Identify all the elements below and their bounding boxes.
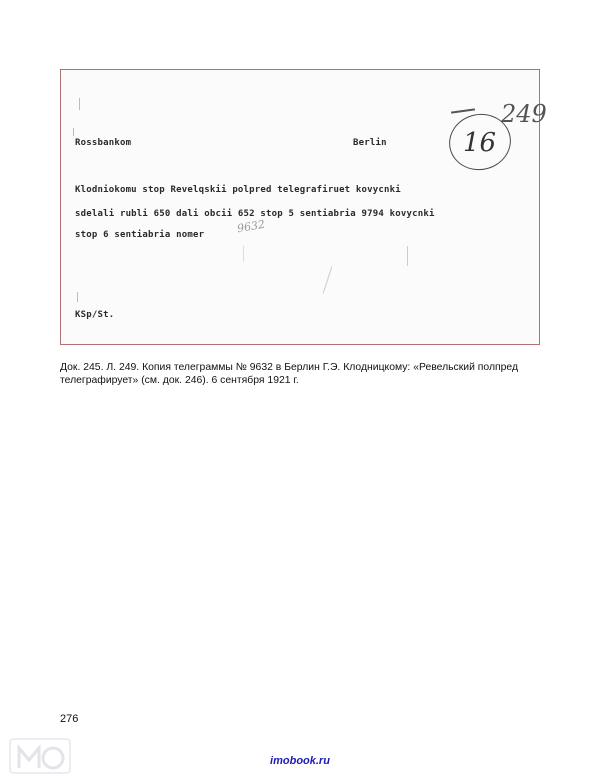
faint-mark bbox=[243, 246, 244, 262]
margin-mark bbox=[79, 98, 80, 110]
telegram-line-3: stop 6 sentiabria nomer bbox=[75, 230, 205, 240]
site-link[interactable]: imobook.ru bbox=[270, 755, 330, 767]
telegram-addressee: Rossbankom bbox=[75, 138, 132, 148]
faint-mark bbox=[407, 246, 408, 266]
handwritten-sheet-number: 249 bbox=[501, 100, 547, 128]
telegram-scan bbox=[60, 69, 547, 345]
telegram-signature: KSp/St. bbox=[75, 310, 115, 320]
margin-mark bbox=[77, 292, 78, 302]
document-caption: Док. 245. Л. 249. Копия телеграммы № 9632 в Берлин Г.Э. Клодницкому: «Ревельский полпред телеграфирует» (см. док. 246). 6 сентября 1921 г. bbox=[60, 362, 519, 386]
margin-mark bbox=[73, 128, 74, 136]
page-number: 276 bbox=[60, 713, 79, 725]
telegram-line-2: sdelali rubli 650 dali obcii 652 stop 5 sentiabria 9794 kovycnki bbox=[75, 209, 435, 219]
handwritten-number: 9632 bbox=[236, 217, 266, 236]
struck-number bbox=[451, 108, 475, 113]
handwritten-circled-number: 16 bbox=[463, 128, 497, 158]
telegram-line-1: Klodniokomu stop Revelqskii polpred telegrafiruet kovycnki bbox=[75, 185, 401, 195]
faint-mark bbox=[323, 267, 333, 294]
telegram-city: Berlin bbox=[353, 138, 387, 148]
